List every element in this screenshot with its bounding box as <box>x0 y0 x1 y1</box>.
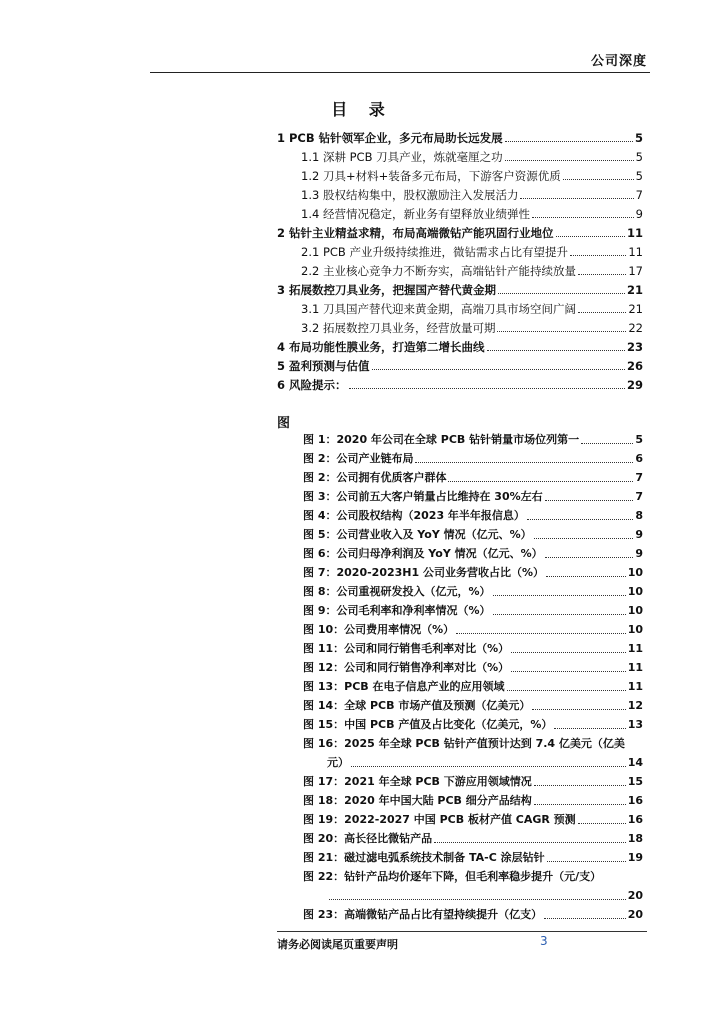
toc-entry-text: 1 PCB 钻针领军企业，多元布局助长远发展 <box>277 131 503 145</box>
toc-entry[interactable] <box>0 354 724 373</box>
toc-entry[interactable] <box>0 373 724 392</box>
leader-dots <box>493 614 626 615</box>
figure-entry-page: 9 <box>635 528 643 541</box>
figure-entry[interactable] <box>0 523 724 542</box>
figure-entry[interactable] <box>0 580 724 599</box>
leader-dots <box>487 350 625 351</box>
toc-entry[interactable] <box>0 164 724 183</box>
leader-dots <box>351 766 626 767</box>
toc-entry[interactable] <box>0 126 724 145</box>
toc-entry-page: 26 <box>626 359 643 373</box>
figure-entry-page: 16 <box>627 794 643 807</box>
leader-dots <box>349 388 625 389</box>
figure-entry-continuation[interactable] <box>0 884 724 903</box>
figure-entry-text: 图 20：高长径比微钻产品 <box>303 832 433 845</box>
figure-entry[interactable] <box>0 808 724 827</box>
figure-entry[interactable] <box>0 846 724 865</box>
figure-entry-page: 12 <box>627 699 643 712</box>
toc-entry[interactable] <box>0 240 724 259</box>
toc-title: 目 录 <box>331 100 393 119</box>
toc-entry-page: 22 <box>628 321 643 335</box>
leader-dots <box>532 217 634 218</box>
toc-entry-page: 29 <box>626 378 643 392</box>
figure-entry-continuation[interactable] <box>0 751 724 770</box>
figure-entry[interactable] <box>0 599 724 618</box>
figure-entry[interactable] <box>0 732 724 751</box>
figure-entry[interactable] <box>0 447 724 466</box>
leader-dots <box>547 861 626 862</box>
figure-entry-page: 11 <box>627 642 643 655</box>
figure-entry-page: 20 <box>627 889 643 902</box>
figures-section-label: 图 <box>277 416 291 431</box>
figure-entry[interactable] <box>0 713 724 732</box>
toc-entry[interactable] <box>0 221 724 240</box>
leader-dots <box>505 141 633 142</box>
figure-entry-page: 5 <box>635 433 643 446</box>
page-number: 3 <box>540 934 548 948</box>
figure-entry-text: 图 14：全球 PCB 市场产值及预测（亿美元） <box>303 699 531 712</box>
leader-dots <box>448 481 633 482</box>
figure-entry[interactable] <box>0 542 724 561</box>
leader-dots <box>581 443 633 444</box>
figure-entry-page: 10 <box>627 585 643 598</box>
figure-entry-text: 图 4：公司股权结构（2023 年半年报信息） <box>303 509 525 522</box>
leader-dots <box>546 576 626 577</box>
figure-entry-page: 7 <box>635 471 643 484</box>
figure-entry[interactable] <box>0 561 724 580</box>
leader-dots <box>545 557 634 558</box>
toc-entry-text: 2 钻针主业精益求精，布局高端微钻产能巩固行业地位 <box>277 226 554 240</box>
toc-entry-text: 3 拓展数控刀具业务，把握国产替代黄金期 <box>277 283 497 297</box>
figure-entry-text: 图 2：公司产业链布局 <box>303 452 414 465</box>
leader-dots <box>372 369 625 370</box>
toc-entry-page: 7 <box>635 188 643 202</box>
footer-rule <box>277 931 647 932</box>
toc-entry[interactable] <box>0 183 724 202</box>
figure-entry[interactable] <box>0 694 724 713</box>
figure-entry[interactable] <box>0 428 724 447</box>
figure-entry[interactable] <box>0 485 724 504</box>
toc-entry-page: 21 <box>628 302 643 316</box>
leader-dots <box>534 538 634 539</box>
figure-entry-page: 10 <box>627 604 643 617</box>
figure-entry[interactable] <box>0 865 724 884</box>
figure-entry-text: 图 7：2020-2023H1 公司业务营收占比（%） <box>303 566 544 579</box>
toc-entry-page: 5 <box>635 169 643 183</box>
leader-dots <box>578 312 626 313</box>
figure-entry-page: 20 <box>627 908 643 921</box>
toc-entry-page: 9 <box>635 207 643 221</box>
figure-entry[interactable] <box>0 656 724 675</box>
leader-dots <box>415 462 633 463</box>
toc-entry[interactable] <box>0 145 724 164</box>
figure-entry-page: 15 <box>627 775 643 788</box>
figure-entry-text: 图 18：2020 年中国大陆 PCB 细分产品结构 <box>303 794 532 807</box>
figure-entry[interactable] <box>0 504 724 523</box>
toc-entry-page: 5 <box>634 131 643 145</box>
toc-entry-text: 2.2 主业核心竞争力不断夯实，高端钻针产能持续放量 <box>301 264 576 278</box>
toc-entry[interactable] <box>0 278 724 297</box>
figure-entry-text: 图 17：2021 年全球 PCB 下游应用领域情况 <box>303 775 532 788</box>
figure-entry-text: 图 8：公司重视研发投入（亿元，%） <box>303 585 491 598</box>
figure-entry-page: 6 <box>635 452 643 465</box>
figure-entry-page: 7 <box>635 490 643 503</box>
figure-entry-text: 图 23：高端微钻产品占比有望持续提升（亿支） <box>303 908 543 921</box>
figure-entry-text: 图 1：2020 年公司在全球 PCB 钻针销量市场位列第一 <box>303 433 580 446</box>
toc-entry-text: 2.1 PCB 产业升级持续推进，微钻需求占比有望提升 <box>301 245 568 259</box>
header-rule <box>150 72 650 73</box>
toc-entry-text: 1.3 股权结构集中，股权激励注入发展活力 <box>301 188 519 202</box>
figure-entry-page: 9 <box>635 547 643 560</box>
leader-dots <box>511 671 626 672</box>
report-type-label: 公司深度 <box>590 54 647 69</box>
figure-entry-text: 图 19：2022-2027 中国 PCB 板材产值 CAGR 预测 <box>303 813 576 826</box>
toc-entry[interactable] <box>0 202 724 221</box>
figure-entry-text: 图 13：PCB 在电子信息产业的应用领域 <box>303 680 505 693</box>
figure-entry-text: 图 16：2025 年全球 PCB 钻针产值预计达到 7.4 亿美元（亿美 <box>303 737 625 750</box>
toc-entry-text: 1.1 深耕 PCB 刀具产业，炼就毫厘之功 <box>301 150 503 164</box>
toc-entry[interactable] <box>0 259 724 278</box>
leader-dots <box>563 179 634 180</box>
leader-dots <box>505 160 634 161</box>
toc-entry-page: 5 <box>635 150 643 164</box>
leader-dots <box>534 804 626 805</box>
figure-entry-text: 图 11：公司和同行销售毛利率对比（%） <box>303 642 510 655</box>
figure-entry[interactable] <box>0 903 724 922</box>
figure-entry-text: 图 5：公司营业收入及 YoY 情况（亿元、%） <box>303 528 532 541</box>
leader-dots <box>520 198 633 199</box>
toc-entry-page: 11 <box>626 226 643 240</box>
figure-entry[interactable] <box>0 789 724 808</box>
toc-entry-text: 5 盈利预测与估值 <box>277 359 370 373</box>
figure-entry-page: 16 <box>627 813 643 826</box>
figure-entry-page: 11 <box>627 661 643 674</box>
toc-entry-text: 3.2 拓展数控刀具业务，经营放量可期 <box>301 321 496 335</box>
figure-entry-page: 11 <box>627 680 643 693</box>
leader-dots <box>532 709 625 710</box>
figure-entry-text: 图 22：钻针产品均价逐年下降，但毛利率稳步提升（元/支） <box>303 870 602 883</box>
toc-entry-text: 1.2 刀具+材料+装备多元布局，下游客户资源优质 <box>301 169 561 183</box>
figure-entry-text: 元） <box>327 756 349 769</box>
leader-dots <box>493 595 626 596</box>
leader-dots <box>545 500 634 501</box>
figure-entry-page: 8 <box>635 509 643 522</box>
figure-entry-text: 图 2：公司拥有优质客户群体 <box>303 471 447 484</box>
figure-entry[interactable] <box>0 770 724 789</box>
leader-dots <box>534 785 626 786</box>
toc-entry[interactable] <box>0 335 724 354</box>
figure-entry-page: 13 <box>627 718 643 731</box>
leader-dots <box>578 274 626 275</box>
figure-entry-text: 图 3：公司前五大客户销量占比维持在 30%左右 <box>303 490 543 503</box>
leader-dots <box>554 728 625 729</box>
figure-entry-text: 图 21：磁过滤电弧系统技术制备 TA-C 涂层钻针 <box>303 851 545 864</box>
figure-entry[interactable] <box>0 637 724 656</box>
leader-dots <box>544 918 626 919</box>
figure-entry-text: 图 15：中国 PCB 产值及占比变化（亿美元，%） <box>303 718 553 731</box>
figure-entry[interactable] <box>0 618 724 637</box>
leader-dots <box>329 899 626 900</box>
leader-dots <box>498 293 625 294</box>
toc-entry-page: 23 <box>626 340 643 354</box>
figure-entry-page: 10 <box>627 623 643 636</box>
toc-entry[interactable] <box>0 297 724 316</box>
toc-entry-text: 1.4 经营情况稳定，新业务有望释放业绩弹性 <box>301 207 530 221</box>
leader-dots <box>507 690 626 691</box>
leader-dots <box>434 842 626 843</box>
toc-entry[interactable] <box>0 316 724 335</box>
figure-entry-text: 图 10：公司费用率情况（%） <box>303 623 455 636</box>
figure-entry[interactable] <box>0 466 724 485</box>
figure-entry-text: 图 6：公司归母净利润及 YoY 情况（亿元、%） <box>303 547 543 560</box>
figure-entry-page: 19 <box>627 851 643 864</box>
disclaimer-note: 请务必阅读尾页重要声明 <box>277 938 398 951</box>
leader-dots <box>556 236 625 237</box>
leader-dots <box>578 823 626 824</box>
figure-entry-page: 14 <box>627 756 643 769</box>
figure-entry-text: 图 12：公司和同行销售净利率对比（%） <box>303 661 510 674</box>
toc-entry-page: 17 <box>628 264 643 278</box>
toc-entry-text: 3.1 刀具国产替代迎来黄金期，高端刀具市场空间广阔 <box>301 302 576 316</box>
toc-entry-text: 6 风险提示： <box>277 378 347 392</box>
leader-dots <box>456 633 626 634</box>
figure-entry[interactable] <box>0 827 724 846</box>
figure-entry-text: 图 9：公司毛利率和净利率情况（%） <box>303 604 491 617</box>
leader-dots <box>511 652 626 653</box>
figure-entry-page: 10 <box>627 566 643 579</box>
figure-entry[interactable] <box>0 675 724 694</box>
leader-dots <box>497 331 626 332</box>
leader-dots <box>570 255 626 256</box>
leader-dots <box>527 519 633 520</box>
toc-entry-page: 21 <box>626 283 643 297</box>
toc-entry-page: 11 <box>628 245 643 259</box>
figure-entry-page: 18 <box>627 832 643 845</box>
toc-entry-text: 4 布局功能性膜业务，打造第二增长曲线 <box>277 340 485 354</box>
